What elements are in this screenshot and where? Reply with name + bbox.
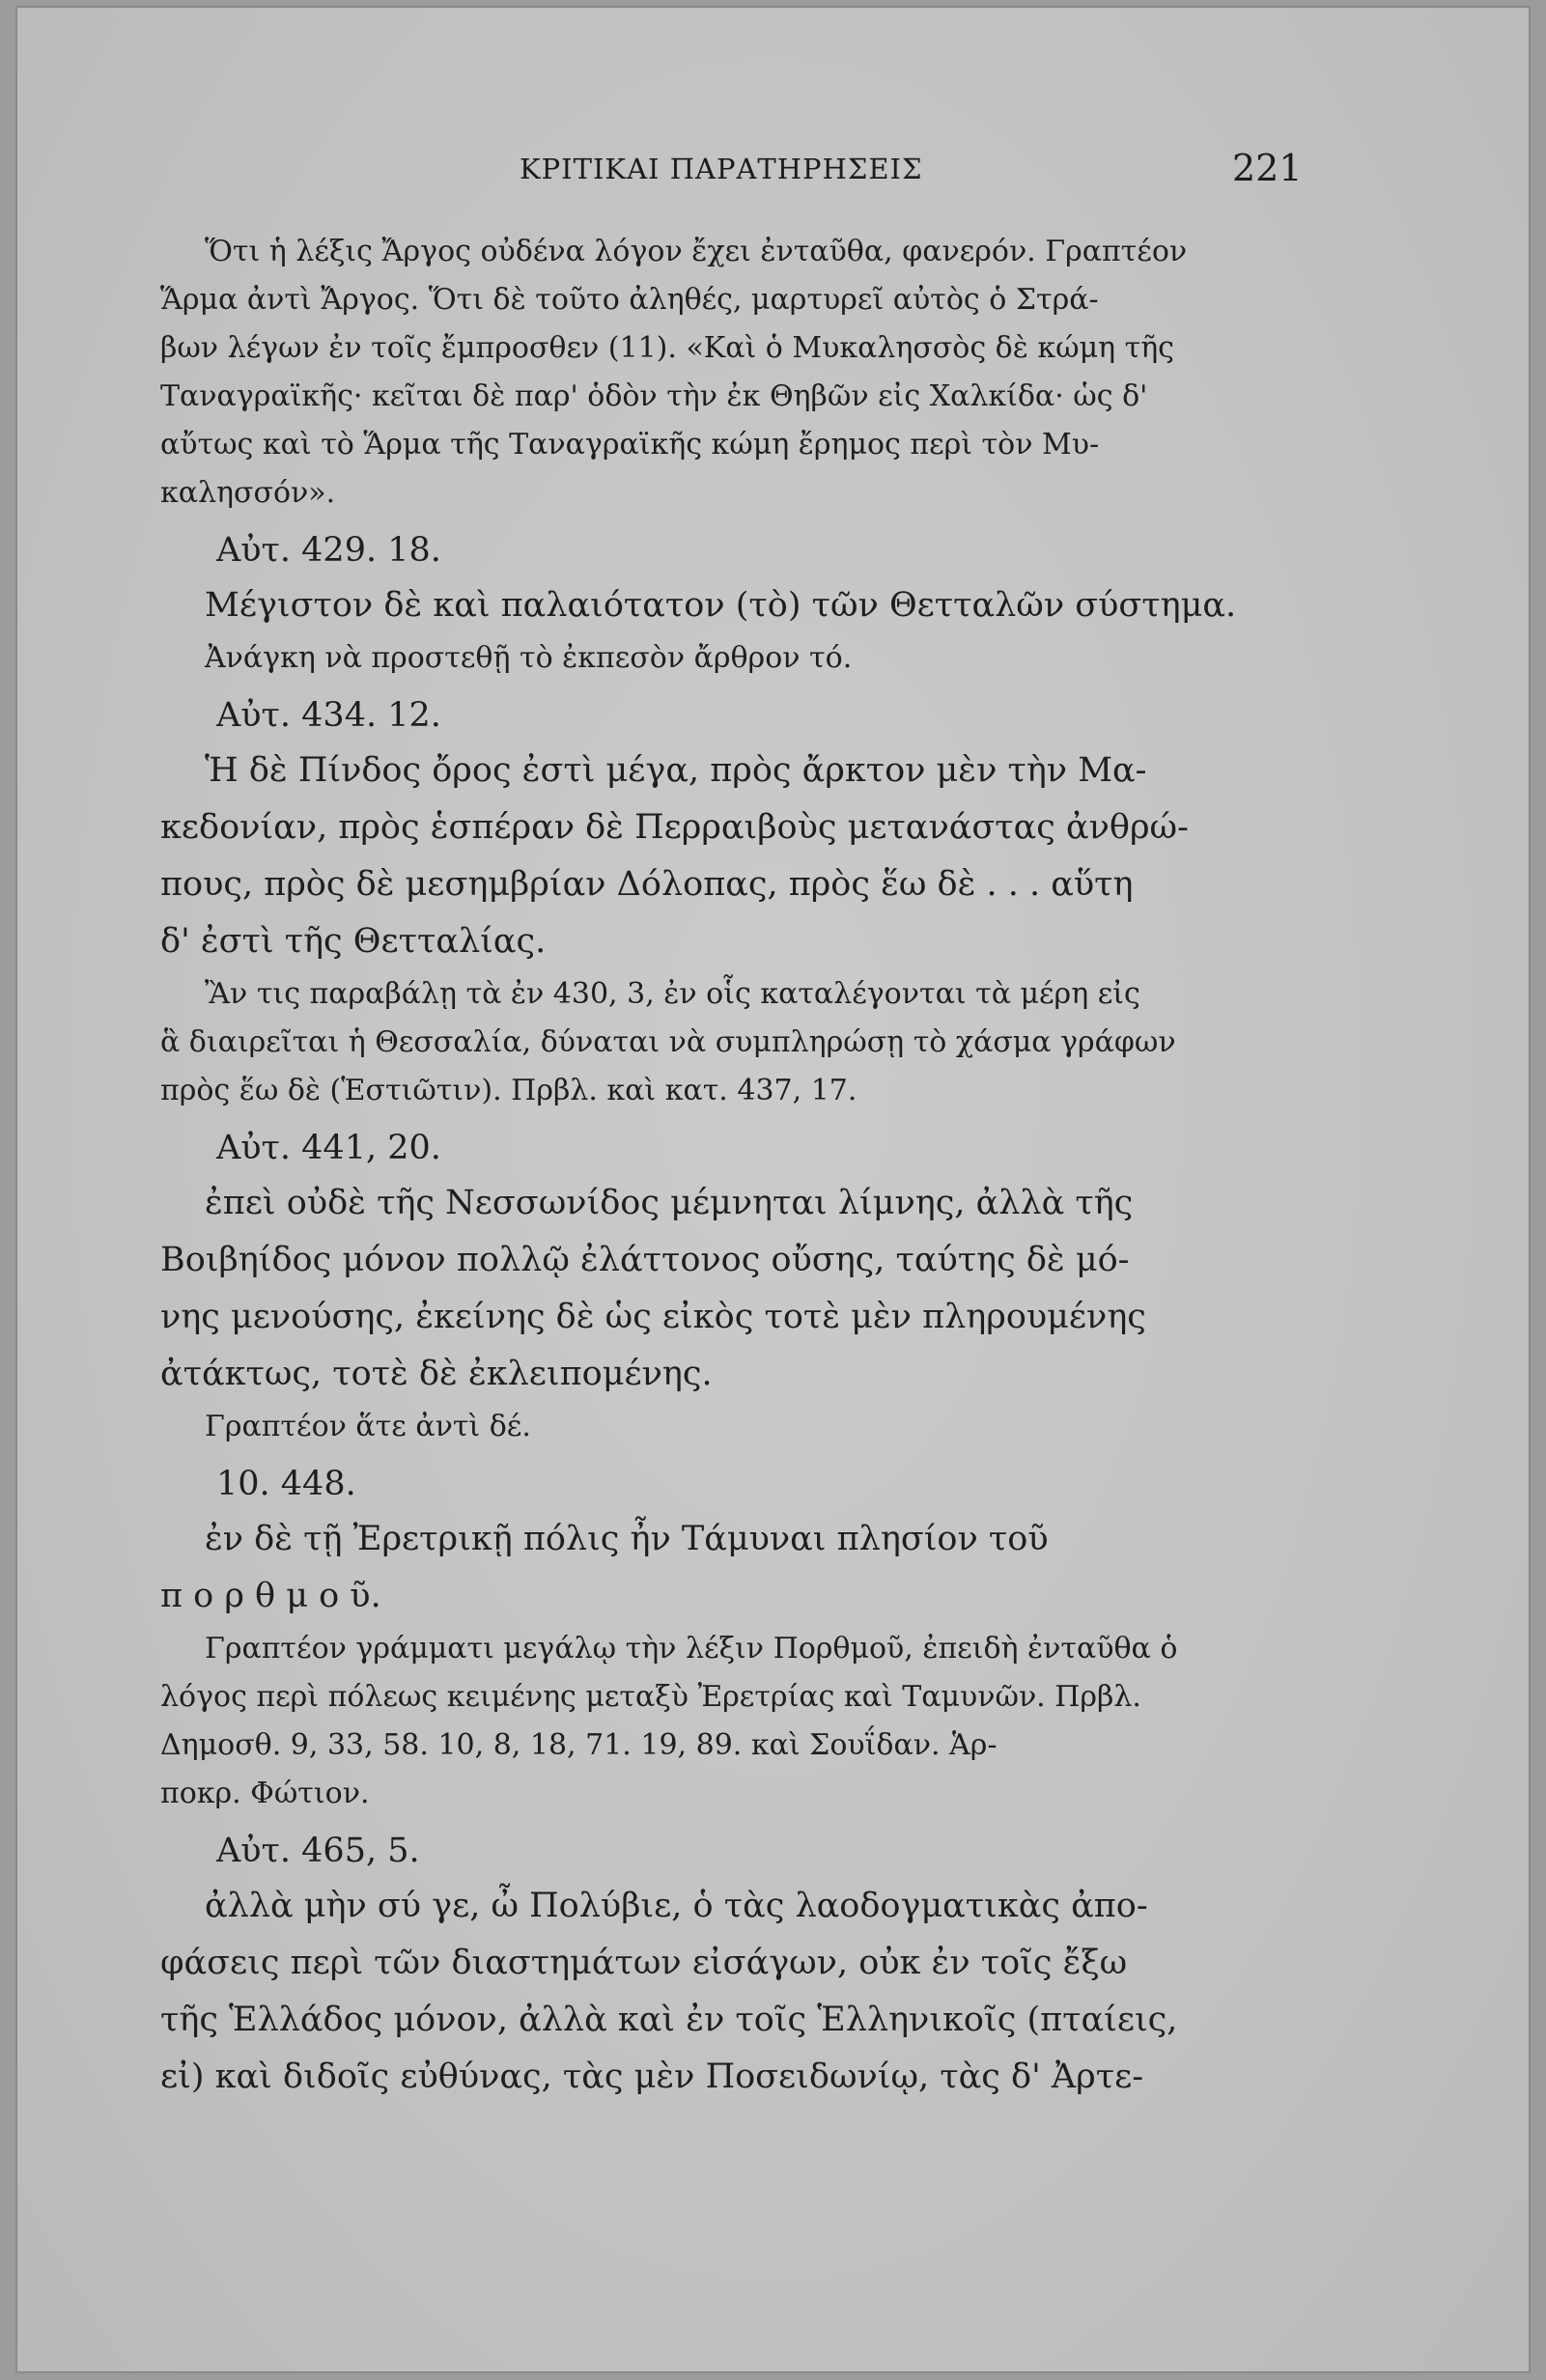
page-header — [17, 147, 1529, 201]
commentary-paragraph — [160, 1403, 1329, 1451]
text-line: εἰ) καὶ διδοῖς εὐθύνας, τὰς μὲν Ποσειδωνίῳ, τὰς δ' Ἀρτε- — [160, 2058, 1144, 2096]
reference-line: Αὐτ. 429. 18. — [216, 531, 441, 570]
text-line: καλησσόν». — [160, 476, 336, 510]
text-line: Ὅτι ἡ λέξις Ἄργος οὐδένα λόγον ἔχει ἐνταῦθα, φανερόν. Γραπτέον — [205, 235, 1188, 268]
text-line: Γραπτέον ἅτε ἀντὶ δέ. — [205, 1410, 531, 1443]
reference-line: Αὐτ. 441, 20. — [216, 1129, 441, 1167]
quoted-passage — [160, 577, 1329, 634]
text-line: ἀτάκτως, τοτὲ δὲ ἐκλειπομένης. — [160, 1355, 713, 1393]
text-line: Μέγιστον δὲ καὶ παλαιότατον (τὸ) τῶν Θετταλῶν σύστημα. — [205, 586, 1237, 625]
text-line: ἀλλὰ μὴν σύ γε, ὦ Πολύβιε, ὁ τὰς λαοδογματικὰς ἀπο- — [205, 1887, 1148, 1925]
text-line: φάσεις περὶ τῶν διαστημάτων εἰσάγων, οὐκ ἐν τοῖς ἔξω — [160, 1944, 1128, 1982]
page-body — [160, 228, 1329, 2106]
reference-line: Αὐτ. 434. 12. — [216, 696, 441, 735]
text-line: πρὸς ἕω δὲ (Ἑστιῶτιν). Πρβλ. καὶ κατ. 437, 17. — [160, 1074, 857, 1107]
text-line: Ἅρμα ἀντὶ Ἄργος. Ὅτι δὲ τοῦτο ἀληθές, μαρτυρεῖ αὐτὸς ὁ Στρά- — [160, 283, 1099, 317]
text-line: κεδονίαν, πρὸς ἑσπέραν δὲ Περραιβοὺς μετανάστας ἀνθρώ- — [160, 808, 1189, 847]
reference-line: 10. 448. — [216, 1465, 356, 1503]
text-line: πους, πρὸς δὲ μεσημβρίαν Δόλοπας, πρὸς ἕω δὲ . . . αὕτη — [160, 865, 1134, 904]
text-line: Ἡ δὲ Πίνδος ὄρος ἐστὶ μέγα, πρὸς ἄρκτον μὲν τὴν Μα- — [205, 751, 1147, 790]
quoted-passage — [160, 1878, 1329, 2106]
text-line: ἃ διαιρεῖται ἡ Θεσσαλία, δύναται νὰ συμπληρώσῃ τὸ χάσμα γράφων — [160, 1025, 1176, 1059]
commentary-paragraph — [160, 634, 1329, 683]
quoted-passage — [160, 1175, 1329, 1403]
text-line: ἐπεὶ οὐδὲ τῆς Νεσσωνίδος μέμνηται λίμνης, ἀλλὰ τῆς — [205, 1184, 1134, 1222]
reference-line: Αὐτ. 465, 5. — [216, 1832, 420, 1870]
text-line: π ο ρ θ μ ο ῦ. — [160, 1577, 381, 1615]
text-line: Δημοσθ. 9, 33, 58. 10, 8, 18, 71. 19, 89. καὶ Σουΐδαν. Ἁρ- — [160, 1728, 998, 1762]
text-line: νης μενούσης, ἐκείνης δὲ ὡς εἰκὸς τοτὲ μὲν πληρουμένης — [160, 1298, 1146, 1336]
text-line: Ταναγραϊκῆς· κεῖται δὲ παρ' ὁδὸν τὴν ἐκ Θηβῶν εἰς Χαλκίδα· ὡς δ' — [160, 379, 1148, 413]
text-line: Ἂν τις παραβάλῃ τὰ ἐν 430, 3, ἐν οἷς καταλέγονται τὰ μέρη εἰς — [205, 977, 1140, 1011]
commentary-paragraph — [160, 228, 1329, 518]
text-line: λόγος περὶ πόλεως κειμένης μεταξὺ Ἐρετρίας καὶ Ταμυνῶν. Πρβλ. — [160, 1680, 1141, 1714]
book-page — [17, 8, 1529, 2371]
running-title: ΚΡΙΤΙΚΑΙ ΠΑΡΑΤΗΡΗΣΕΙΣ — [520, 153, 923, 185]
text-line: ἐν δὲ τῇ Ἐρετρικῇ πόλις ἦν Τάμυναι πλησίον τοῦ — [205, 1520, 1049, 1558]
text-line: τῆς Ἑλλάδος μόνον, ἀλλὰ καὶ ἐν τοῖς Ἑλληνικοῖς (πταίεις, — [160, 2001, 1178, 2039]
commentary-paragraph — [160, 1625, 1329, 1818]
text-line: βων λέγων ἐν τοῖς ἔμπροσθεν (11). «Καὶ ὁ Μυκαλησσὸς δὲ κώμη τῆς — [160, 331, 1174, 365]
page-number: 221 — [1232, 147, 1303, 189]
text-line: αὔτως καὶ τὸ Ἅρμα τῆς Ταναγραϊκῆς κώμη ἔρημος περὶ τὸν Μυ- — [160, 428, 1100, 462]
quoted-passage — [160, 1511, 1329, 1625]
text-line: δ' ἐστὶ τῆς Θετταλίας. — [160, 922, 547, 961]
text-line: ποκρ. Φώτιον. — [160, 1777, 370, 1810]
commentary-paragraph — [160, 970, 1329, 1115]
text-line: Βοιβηίδος μόνον πολλῷ ἐλάττονος οὔσης, ταύτης δὲ μό- — [160, 1241, 1130, 1279]
quoted-passage — [160, 742, 1329, 970]
text-line: Γραπτέον γράμματι μεγάλῳ τὴν λέξιν Πορθμοῦ, ἐπειδὴ ἐνταῦθα ὁ — [205, 1632, 1178, 1666]
text-line: Ἀνάγκη νὰ προστεθῇ τὸ ἐκπεσὸν ἄρθρον τό. — [205, 641, 853, 675]
